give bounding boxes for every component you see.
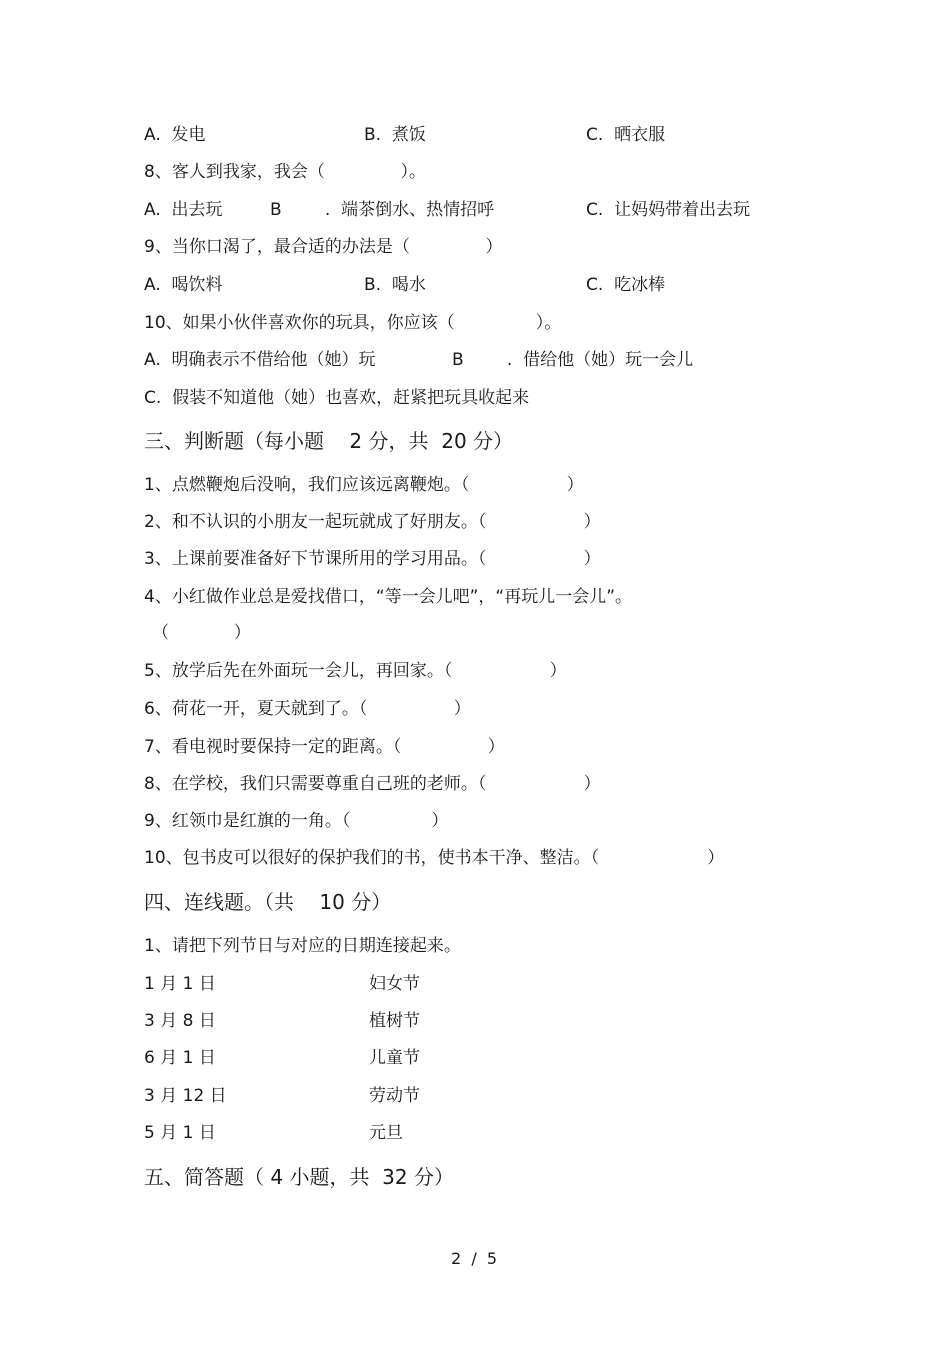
q10-stem: 10、如果小伙伴喜欢你的玩具，你应该（ ）。: [144, 313, 562, 333]
q10-option-b: B . 借给他（她）玩一会儿: [452, 350, 694, 370]
section4-heading: 四、连线题。（共 10 分）: [144, 890, 392, 914]
q7-option-b: B. 煮饭: [364, 125, 426, 145]
q10-option-c: C. 假装不知道他（她）也喜欢，赶紧把玩具收起来: [144, 388, 530, 408]
festival-label: 元旦: [369, 1123, 403, 1143]
q10-option-a: A. 明确表示不借给他（她）玩: [144, 350, 376, 370]
judge-item: 2、和不认识的小朋友一起玩就成了好朋友。（ ）: [144, 512, 601, 532]
judge-item: 3、上课前要准备好下节课所用的学习用品。（ ）: [144, 549, 601, 569]
q8-stem: 8、客人到我家，我会（ ）。: [144, 162, 426, 182]
judge-item: 7、看电视时要保持一定的距离。（ ）: [144, 737, 505, 757]
section4-instruction: 1、请把下列节日与对应的日期连接起来。: [144, 936, 461, 956]
section5-heading: 五、简答题（ 4 小题，共 32 分）: [144, 1165, 454, 1189]
festival-label: 植树节: [369, 1011, 420, 1031]
date-label: 6 月 1 日: [144, 1048, 216, 1068]
q8-option-a: A. 出去玩: [144, 200, 223, 220]
q9-option-c: C. 吃冰棒: [586, 275, 666, 295]
festival-label: 妇女节: [369, 974, 420, 994]
judge-item: 10、包书皮可以很好的保护我们的书，使书本干净、整洁。（ ）: [144, 848, 725, 868]
q9-option-a: A. 喝饮料: [144, 275, 223, 295]
judge-item: 1、点燃鞭炮后没响，我们应该远离鞭炮。（ ）: [144, 475, 584, 495]
date-label: 5 月 1 日: [144, 1123, 216, 1143]
date-label: 1 月 1 日: [144, 974, 216, 994]
judge-item: 5、放学后先在外面玩一会儿，再回家。（ ）: [144, 661, 567, 681]
section3-heading: 三、判断题（每小题 2 分，共 20 分）: [144, 429, 514, 453]
page-number: 2 / 5: [451, 1249, 498, 1268]
festival-label: 劳动节: [369, 1086, 420, 1106]
q9-option-b: B. 喝水: [364, 275, 426, 295]
date-label: 3 月 12 日: [144, 1086, 227, 1106]
festival-label: 儿童节: [369, 1048, 420, 1068]
judge-item: 9、红领巾是红旗的一角。（ ）: [144, 811, 449, 831]
q7-option-a: A. 发电: [144, 125, 206, 145]
judge-item-blank: （ ）: [152, 623, 251, 643]
judge-item: 6、荷花一开，夏天就到了。（ ）: [144, 699, 471, 719]
date-label: 3 月 8 日: [144, 1011, 216, 1031]
q8-option-b: B . 端茶倒水、热情招呼: [270, 200, 495, 220]
q8-option-c: C. 让妈妈带着出去玩: [586, 200, 751, 220]
judge-item: 4、小红做作业总是爱找借口，“等一会儿吧”，“再玩儿一会儿”。: [144, 587, 633, 607]
q9-stem: 9、当你口渴了，最合适的办法是（ ）: [144, 237, 503, 257]
q7-option-c: C. 晒衣服: [586, 125, 666, 145]
judge-item: 8、在学校，我们只需要尊重自己班的老师。（ ）: [144, 774, 601, 794]
